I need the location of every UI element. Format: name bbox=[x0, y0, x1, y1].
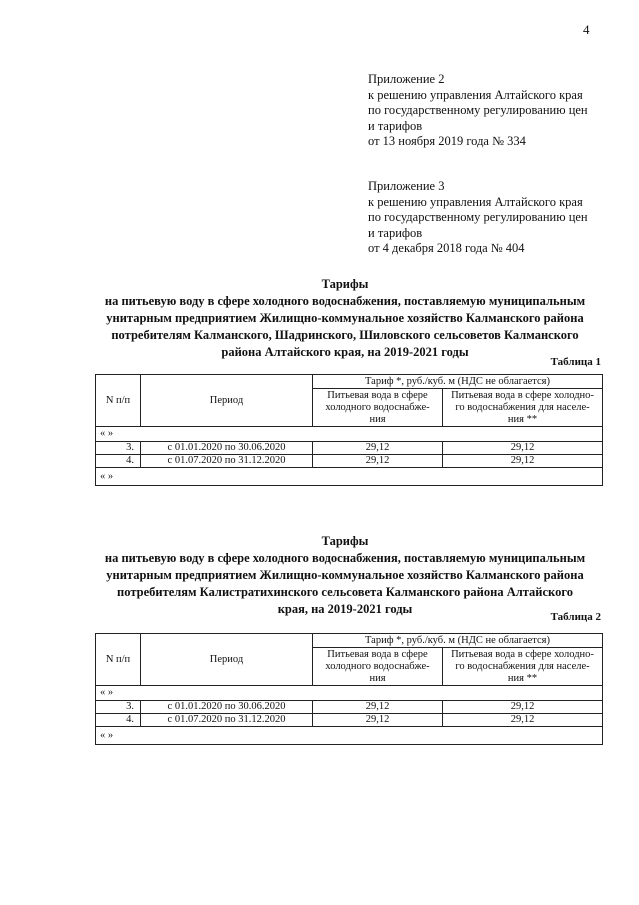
row-value-1: 29,12 bbox=[313, 714, 443, 727]
appendix-line: от 4 декабря 2018 года № 404 bbox=[368, 241, 525, 255]
row-value-1: 29,12 bbox=[313, 442, 443, 455]
table-1-label: Таблица 1 bbox=[550, 356, 601, 368]
title-line: на питьевую воду в сфере холодного водоснабжения, поставляемую муниципальным bbox=[104, 294, 586, 308]
header-period: Период bbox=[141, 634, 313, 686]
header-num: N п/п bbox=[96, 634, 141, 686]
ellipsis-row: « » bbox=[96, 468, 603, 486]
row-value-1: 29,12 bbox=[313, 701, 443, 714]
title-line: потребителям Калистратихинского сельсовета Калманского района Алтайского bbox=[117, 585, 573, 599]
title-line: унитарным предприятием Жилищно-коммунальное хозяйство Калманского района bbox=[106, 311, 584, 325]
table-row bbox=[96, 455, 603, 468]
row-period: с 01.07.2020 по 31.12.2020 bbox=[141, 714, 313, 727]
row-value-1: 29,12 bbox=[313, 455, 443, 468]
section-1-title bbox=[60, 276, 630, 361]
title-line: унитарным предприятием Жилищно-коммунальное хозяйство Калманского района bbox=[106, 568, 584, 582]
row-num: 3. bbox=[96, 701, 141, 714]
title-line: района Алтайского края, на 2019-2021 годы bbox=[221, 345, 469, 359]
header-tariff: Тариф *, руб./куб. м (НДС не облагается) bbox=[313, 375, 603, 389]
appendix-line: и тарифов bbox=[368, 118, 423, 133]
table-row bbox=[96, 701, 603, 714]
header-period: Период bbox=[141, 375, 313, 427]
table-row bbox=[96, 442, 603, 455]
header-sub-1: Питьевая вода в сфере холодного водоснабже- ния bbox=[313, 648, 443, 686]
row-value-2: 29,12 bbox=[443, 714, 603, 727]
section-2-title bbox=[60, 533, 630, 618]
tariff-table-1 bbox=[95, 374, 603, 486]
title-line: Тарифы bbox=[321, 534, 369, 548]
ellipsis-row: « » bbox=[96, 727, 603, 745]
header-sub-1: Питьевая вода в сфере холодного водоснабже- ния bbox=[313, 389, 443, 427]
row-value-2: 29,12 bbox=[443, 442, 603, 455]
table-row bbox=[96, 714, 603, 727]
appendix-line: Приложение 3 bbox=[368, 179, 445, 193]
header-num: N п/п bbox=[96, 375, 141, 427]
row-value-2: 29,12 bbox=[443, 455, 603, 468]
tariff-table-2 bbox=[95, 633, 603, 745]
header-sub-2: Питьевая вода в сфере холодно- го водоснабжения для населе- ния ** bbox=[443, 648, 603, 686]
appendix-line: к решению управления Алтайского края bbox=[368, 87, 583, 102]
ellipsis-row: « » bbox=[96, 427, 603, 442]
row-value-2: 29,12 bbox=[443, 701, 603, 714]
appendix-line: по государственному регулированию цен bbox=[368, 210, 588, 224]
row-period: с 01.07.2020 по 31.12.2020 bbox=[141, 455, 313, 468]
row-period: с 01.01.2020 по 30.06.2020 bbox=[141, 701, 313, 714]
appendix-2-header bbox=[368, 72, 588, 150]
table-2-label: Таблица 2 bbox=[550, 611, 601, 623]
row-num: 4. bbox=[96, 455, 141, 468]
page-number: 4 bbox=[583, 22, 590, 37]
title-line: Тарифы bbox=[321, 277, 369, 291]
title-line: края, на 2019-2021 годы bbox=[277, 602, 413, 616]
appendix-line: от 13 ноября 2019 года № 334 bbox=[368, 134, 526, 148]
row-num: 4. bbox=[96, 714, 141, 727]
appendix-line: к решению управления Алтайского края bbox=[368, 194, 583, 209]
title-line: на питьевую воду в сфере холодного водоснабжения, поставляемую муниципальным bbox=[104, 551, 586, 565]
row-num: 3. bbox=[96, 442, 141, 455]
ellipsis-row: « » bbox=[96, 686, 603, 701]
header-sub-2: Питьевая вода в сфере холодно- го водоснабжения для населе- ния ** bbox=[443, 389, 603, 427]
appendix-3-header bbox=[368, 179, 588, 257]
row-period: с 01.01.2020 по 30.06.2020 bbox=[141, 442, 313, 455]
appendix-line: Приложение 2 bbox=[368, 72, 445, 86]
appendix-line: по государственному регулированию цен bbox=[368, 103, 588, 117]
title-line: потребителям Калманского, Шадринского, Шиловского сельсоветов Калманского bbox=[111, 328, 579, 342]
appendix-line: и тарифов bbox=[368, 225, 423, 240]
header-tariff: Тариф *, руб./куб. м (НДС не облагается) bbox=[313, 634, 603, 648]
